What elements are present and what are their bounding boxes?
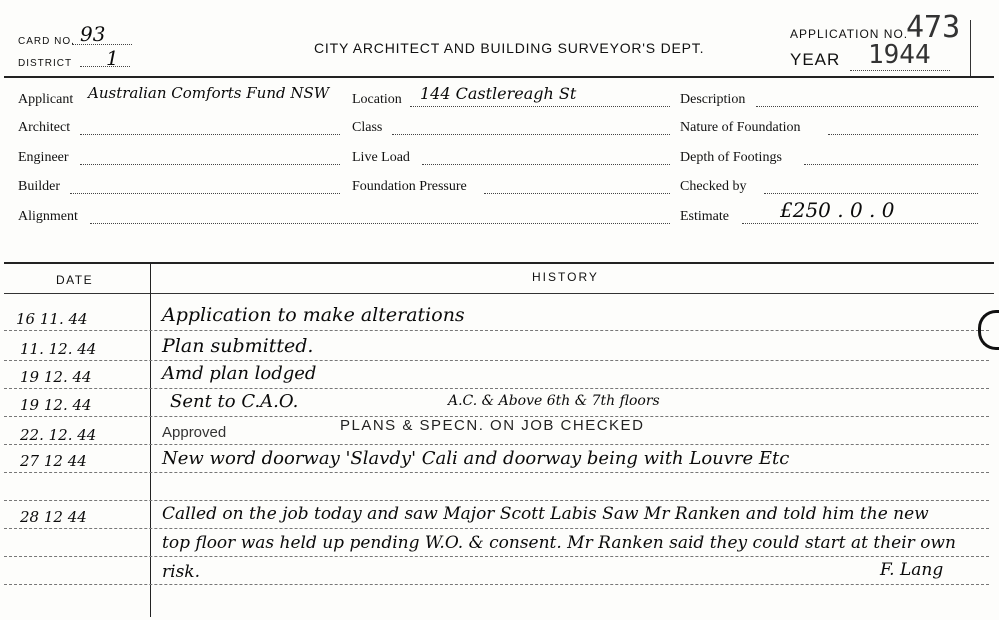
live-load-rule xyxy=(422,164,670,165)
architect-rule xyxy=(80,134,340,135)
date-column-divider xyxy=(150,262,151,617)
application-no-value: 473 xyxy=(906,10,961,45)
year-label: YEAR xyxy=(790,50,841,69)
foundation-pressure-label: Foundation Pressure xyxy=(352,179,467,194)
district-value: 1 xyxy=(106,46,119,70)
applicant-value: Australian Comforts Fund NSW xyxy=(88,84,330,102)
description-rule xyxy=(756,106,978,107)
department-title: CITY ARCHITECT AND BUILDING SURVEYOR'S DEPT. xyxy=(314,40,705,56)
history-column-header: HISTORY xyxy=(532,270,599,284)
live-load-label: Live Load xyxy=(352,150,410,165)
checked-by-rule xyxy=(764,193,978,194)
year-value: 1944 xyxy=(868,40,931,70)
year-rule xyxy=(850,70,950,71)
date-column-header: DATE xyxy=(56,273,94,287)
history-date: 28 12 44 xyxy=(20,508,87,526)
history-text: Amd plan lodged xyxy=(162,363,317,384)
application-no-label: APPLICATION NO. xyxy=(790,27,909,41)
location-value: 144 Castlereagh St xyxy=(420,84,577,103)
header-divider xyxy=(4,76,994,78)
alignment-rule xyxy=(90,223,670,224)
builder-rule xyxy=(70,193,340,194)
depth-of-footings-rule xyxy=(804,164,978,165)
history-initials: F. Lang xyxy=(880,560,944,580)
card-no-value: 93 xyxy=(80,22,106,46)
history-text: Sent to C.A.O. xyxy=(170,391,299,412)
estimate-value: £250 . 0 . 0 xyxy=(780,198,895,222)
location-rule xyxy=(410,106,670,107)
class-rule xyxy=(392,134,670,135)
district-rule xyxy=(80,66,130,67)
alignment-label: Alignment xyxy=(18,209,78,224)
history-date: 16 11. 44 xyxy=(16,310,88,328)
architect-label: Architect xyxy=(18,120,71,135)
history-header-divider xyxy=(4,293,994,294)
applicant-label: Applicant xyxy=(18,92,74,107)
history-note: A.C. & Above 6th & 7th floors xyxy=(448,393,660,409)
history-date: 19 12. 44 xyxy=(20,368,92,386)
history-date: 19 12. 44 xyxy=(20,396,92,414)
row-rule xyxy=(4,330,989,331)
estimate-label: Estimate xyxy=(680,209,729,224)
punch-hole-icon xyxy=(978,310,999,350)
engineer-rule xyxy=(80,164,340,165)
nature-of-foundation-rule xyxy=(828,134,978,135)
card-no-rule xyxy=(72,44,132,45)
nature-of-foundation-label: Nature of Foundation xyxy=(680,120,801,135)
history-date: 27 12 44 xyxy=(20,452,87,470)
history-text: Approved xyxy=(162,424,227,441)
foundation-pressure-rule xyxy=(484,193,670,194)
plans-checked-stamp: PLANS & SPECN. ON JOB CHECKED xyxy=(340,417,645,434)
builder-label: Builder xyxy=(18,179,60,194)
row-rule xyxy=(4,388,989,389)
district-label: DISTRICT xyxy=(18,58,73,69)
card-no-label: CARD NO. xyxy=(18,36,75,47)
history-text: New word doorway 'Slavdy' Cali and doorway being with Louvre Etc xyxy=(162,448,790,469)
header-right-edge xyxy=(970,20,971,76)
history-text: Application to make alterations xyxy=(162,304,465,326)
estimate-rule xyxy=(742,223,978,224)
class-label: Class xyxy=(352,120,383,135)
history-date: 22. 12. 44 xyxy=(20,426,97,444)
row-rule xyxy=(4,360,989,361)
history-text: Plan submitted. xyxy=(162,335,314,357)
description-label: Description xyxy=(680,92,746,107)
depth-of-footings-label: Depth of Footings xyxy=(680,150,782,165)
engineer-label: Engineer xyxy=(18,150,69,165)
history-date: 11. 12. 44 xyxy=(20,340,97,358)
location-label: Location xyxy=(352,92,402,107)
history-text: Called on the job today and saw Major Scott Labis Saw Mr Ranken and told him the new top floor was held up pending W.O. & consent. Mr Ranken said they could start at their own risk. xyxy=(162,504,956,582)
checked-by-label: Checked by xyxy=(680,179,747,194)
history-top-border xyxy=(4,262,994,264)
